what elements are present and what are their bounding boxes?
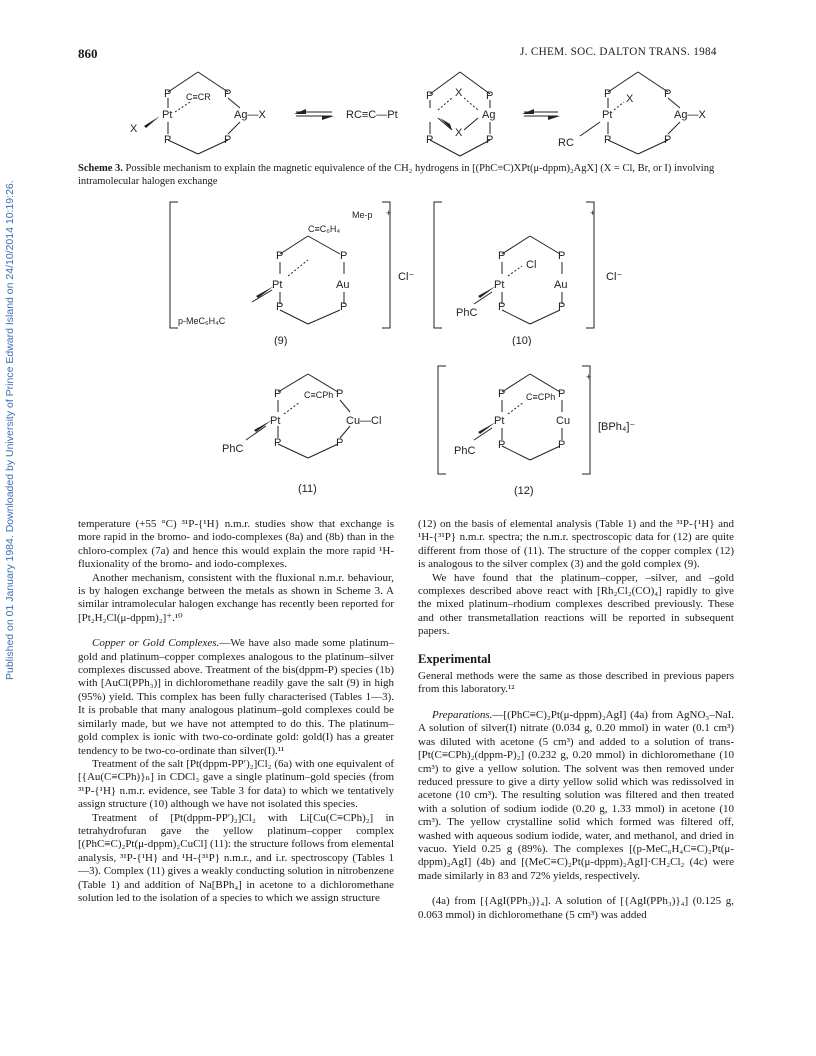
scheme-label-rc: RC (558, 137, 574, 149)
c12-pt: Pt (494, 415, 505, 427)
c12-p3: P (498, 439, 506, 451)
scheme-label-x4: X (626, 93, 634, 105)
c10-left-sub: PhC (456, 307, 478, 319)
compound-12 (436, 362, 596, 498)
c9-top-sub: Me-p (352, 210, 373, 220)
c11-p1: P (274, 388, 282, 400)
right-column (418, 518, 734, 922)
scheme-caption (78, 162, 748, 188)
compound-12-svg (436, 362, 596, 498)
scheme-label-p9: P (604, 88, 612, 100)
c9-number: (9) (274, 335, 288, 346)
c10-p2: P (558, 250, 566, 262)
c11-pt: Pt (270, 415, 281, 427)
scheme-label-x2: X (455, 87, 463, 99)
scheme-label-p11: P (604, 134, 612, 146)
preparations-text: —[(PhC≡C)₂Pt(μ-dppm)₂AgI] (4a) from AgNO₃–NaI. A solution of silver(I) nitrate (0.034 g, 0.20 mmol) in water (0.1 cm³) was diluted with acetone (5 cm³) and added to a solution of trans-[Pt(C≡CPh)₂(dppm-P)₂] (0.232 g, 0.20 mmol) in dichloromethane (10 cm³) to give a yellow solution. The solvent was then removed under reduced pressure to give a dirty yellow solid which was redissolved in acetone (10 cm³). The resulting solution was filtered and then treated with a solution of sodium iodide (0.20 g, 1.33 mmol) in acetone (10 cm³). The yellow crystalline solid which formed was filtered off, washed with aqueous sodium iodide, water, and methanol, and dried in vacuo. Yield 0.25 g (89%). The complexes [(p-MeC₆H₄C≡C)₂Pt(μ-dppm)₂AgI] (4b) and [(MeC≡C)₂Pt(μ-dppm)₂AgI]·CH₂Cl₂ (4c) were made similarly in 83 and 72% yields, respectively. (418, 708, 734, 882)
c9-p3: P (276, 301, 284, 313)
c11-left-sub: PhC (222, 443, 244, 455)
scheme-label-x1: X (130, 123, 138, 135)
c12-left-sub: PhC (454, 445, 476, 457)
c12-charge: + (586, 372, 592, 382)
c9-charge: + (386, 208, 392, 218)
c9-p2: P (340, 250, 348, 262)
preparations-heading: Preparations. (432, 708, 493, 721)
scheme-label-agx3: Ag—X (674, 109, 706, 121)
scheme-label-p6: P (486, 90, 494, 102)
c9-p4: P (340, 301, 348, 313)
scheme-label-p12: P (664, 134, 672, 146)
scheme-label-p7: P (426, 134, 434, 146)
c10-p3: P (498, 301, 506, 313)
c11-top-sub: C≡CPh (304, 390, 334, 400)
scheme-label-rcpt: RC≡C—Pt (346, 109, 398, 121)
scheme-label-p10: P (664, 88, 672, 100)
compound-10 (432, 198, 632, 346)
copper-gold-heading: Copper or Gold Complexes. (92, 637, 220, 650)
c9-pt: Pt (272, 279, 283, 291)
scheme-label-pt1: Pt (162, 109, 173, 121)
compound-9 (168, 198, 398, 346)
running-head: J. CHEM. SOC. DALTON TRANS. 1984 (520, 46, 717, 58)
scheme-label-x3: X (455, 127, 463, 139)
c10-anion-label: Cl⁻ (606, 271, 623, 283)
right-paragraph-2: We have found that the platinum–copper, –silver, and –gold complexes described above react with [Rh₂Cl₂(CO)₄] rapidly to give the mixed platinum–rhodium complexes described previously. These and other transmetallation reactions will be reported in subsequent papers. (418, 571, 734, 638)
left-paragraph-1: temperature (+55 °C) ³¹P-{¹H} n.m.r. studies show that exchange is more rapid in the bromo- and iodo-complexes (8a) and (8b) than in the chloro-complex (7a) and hence this would explain the more rapid ¹H-fluxionality of the bromo- and iodo-complexes. (78, 518, 394, 571)
c9-left-sub: p-MeC₆H₄C (178, 316, 226, 326)
c12-number: (12) (514, 485, 534, 497)
scheme-label-ag2: Ag (482, 109, 496, 121)
c11-p2: P (336, 388, 344, 400)
scheme-label-p4: P (224, 134, 232, 146)
c10-number: (10) (512, 335, 532, 346)
left-column (78, 518, 394, 905)
c9-p1: P (276, 250, 284, 262)
c10-pt: Pt (494, 279, 505, 291)
scheme-label-pt3: Pt (602, 109, 613, 121)
c10-p4: P (558, 301, 566, 313)
compound-11 (218, 368, 408, 496)
c10-p1: P (498, 250, 506, 262)
scheme-caption-label: Scheme 3. (78, 163, 123, 174)
c11-p4: P (336, 437, 344, 449)
c10-cl: Cl (526, 259, 537, 271)
scheme-label-agx1: Ag—X (234, 109, 266, 121)
scheme-label-p5: P (426, 90, 434, 102)
experimental-paragraph: General methods were the same as those described in previous papers from this laboratory.¹² (418, 670, 734, 696)
left-paragraph-3 (78, 637, 394, 758)
c12-cu: Cu (556, 415, 571, 427)
left-paragraph-4: Treatment of the salt [Pt(dppm-PP′)₂]Cl₂ (6a) with one equivalent of [{Au(C≡CPh)}ₙ] in CDCl₃ gave a single platinum–gold species (from ³¹P-{¹H} n.m.r. evidence, see Table 3 for data) to which we tentatively assign structure (10) although we have not isolated this species. (78, 757, 394, 811)
compound-9-svg (168, 198, 398, 346)
c12-p4: P (558, 439, 566, 451)
c12-anion-label: [BPh₄]⁻ (598, 421, 636, 433)
scheme-label-ccr: C≡CR (186, 92, 211, 102)
right-paragraph-last: (4a) from [{AgI(PPh₃)}₄]. A solution of [{AgI(PPh₃)}₄] (0.125 g, 0.063 mmol) in dichloromethane (5 cm³) was added (418, 895, 734, 921)
download-watermark[interactable] (4, 180, 20, 680)
c11-cucl: Cu—Cl (346, 415, 382, 427)
page-number: 860 (78, 46, 98, 61)
scheme-label-p1: P (164, 88, 172, 100)
c10-charge: + (590, 208, 596, 218)
compound-10-svg (432, 198, 632, 346)
right-paragraph-1: (12) on the basis of elemental analysis (Table 1) and the ³¹P-{¹H} and ¹H-{³¹P} n.m.r. spectra; the n.m.r. spectroscopic data for (12) are quite different from those of (11). The structure of the copper complex (12) is analogous to the silver complex (3) and the gold complex (9). (418, 518, 734, 571)
c9-top-sub2: C≡C₆H₄ (308, 224, 341, 234)
experimental-heading: Experimental (418, 651, 491, 666)
scheme-3-svg (100, 64, 740, 160)
c11-number: (11) (298, 483, 317, 495)
c11-p3: P (274, 437, 282, 449)
left-paragraph-2: Another mechanism, consistent with the fluxional n.m.r. behaviour, is by halogen exchange between the metals as shown in Scheme 3. A similar intramolecular halogen exchange has recently been reported for [Pt₂H₂Cl(μ-dppm)₂]⁺.¹⁰ (78, 571, 394, 624)
left-paragraph-3-text: —We have also made some platinum–gold and platinum–copper complexes analogous to the platinum–silver complexes discussed above. Treatment of the bis(dppm-P) species (1b) with [AuCl(PPh₃)] in dichloromethane readily gave the salt (9) in high (95%) yield. This complex has been fully characterised (Tables 1—3). It is probable that many analogous platinum–gold complexes could be similarly made, but we have not attempted to do this. The platinum–gold complex is ionic with two-co-ordinate gold: gold(I) has a greater tendency to be two-co-ordinate than silver(I).¹¹ (78, 637, 395, 757)
download-watermark-text: Published on 01 January 1984. Downloaded by University of Prince Edward Island on 24/10/2014 10:19:26. (4, 180, 16, 680)
c12-top-sub: C≡CPh (526, 392, 556, 402)
scheme-caption-text: Possible mechanism to explain the magnetic equivalence of the CH₂ hydrogens in [(PhC≡C)XPt(μ-dppm)₂AgX] (X = Cl, Br, or I) involving intramolecular halogen exchange (78, 163, 715, 187)
scheme-label-p8: P (486, 134, 494, 146)
c9-au: Au (336, 279, 350, 291)
preparations-paragraph (418, 709, 734, 883)
c10-au: Au (554, 279, 568, 291)
compound-11-svg (218, 368, 408, 496)
scheme-3-figure (100, 64, 740, 160)
c12-p2: P (558, 388, 566, 400)
c12-p1: P (498, 388, 506, 400)
scheme-label-p2: P (224, 88, 232, 100)
left-paragraph-5: Treatment of [Pt(dppm-PP′)₂]Cl₂ with Li[Cu(C≡CPh)₂] in tetrahydrofuran gave the yellow platinum–copper complex [(PhC≡C)₂Pt(μ-dppm)₂CuCl] (11): the structure follows from elemental analysis, ³¹P-{¹H} and ¹H-{³¹P} n.m.r., and i.r. spectroscopy (Tables 1—3). Complex (11) gives a weakly conducting solution in nitrobenzene (Table 1) and addition of Na[BPh₄] in acetone to a dichloromethane solution led to the isolation of a species to which we assign structure (78, 811, 394, 904)
c9-anion-label: Cl⁻ (398, 271, 415, 283)
scheme-label-p3: P (164, 134, 172, 146)
